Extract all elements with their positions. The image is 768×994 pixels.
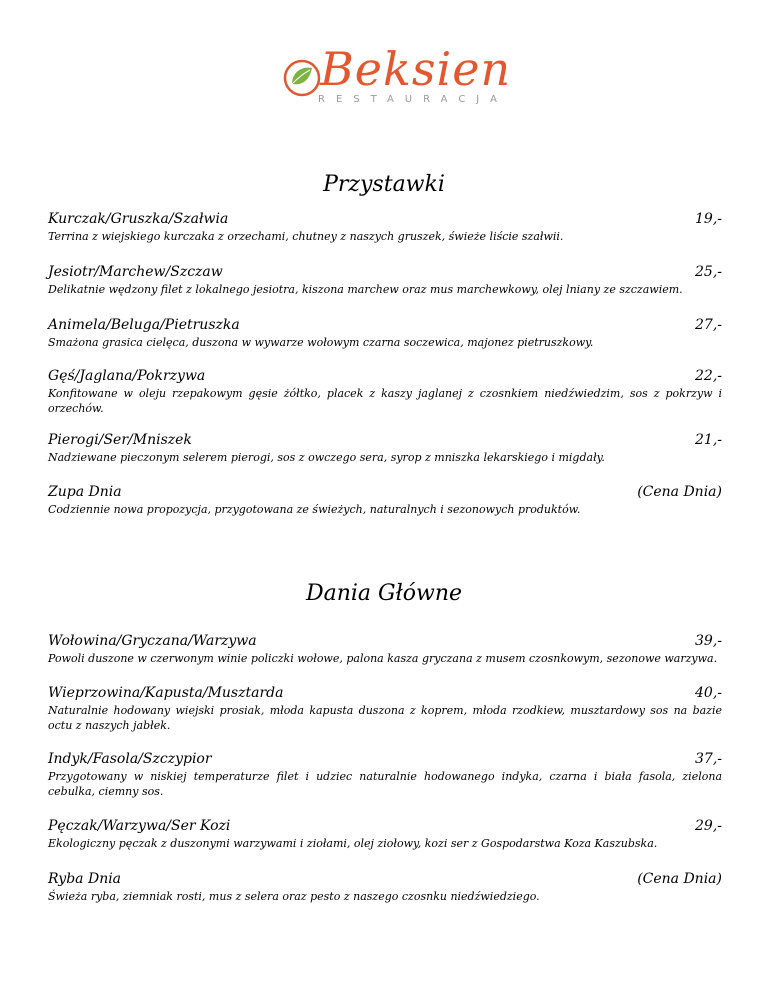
item-price: 22,- bbox=[695, 368, 722, 384]
item-price: (Cena Dnia) bbox=[637, 484, 722, 500]
item-price: 25,- bbox=[695, 264, 722, 280]
item-description: Delikatnie wędzony filet z lokalnego jesiotra, kiszona marchew oraz mus marchewkowy, olej lniany ze szczawiem. bbox=[48, 283, 683, 296]
item-price: 29,- bbox=[695, 818, 722, 834]
item-name: Animela/Beluga/Pietruszka bbox=[48, 317, 240, 333]
item-name: Wołowina/Gryczana/Warzywa bbox=[48, 633, 257, 649]
item-description: Terrina z wiejskiego kurczaka z orzechami, chutney z naszych gruszek, świeże liście szałwii. bbox=[48, 230, 564, 243]
item-price: 39,- bbox=[695, 633, 722, 649]
menu-item bbox=[48, 367, 722, 416]
brand-subtitle: RESTAURACJA bbox=[318, 94, 508, 105]
menu-item bbox=[48, 316, 722, 350]
item-name: Wieprzowina/Kapusta/Musztarda bbox=[48, 685, 284, 701]
brand-name: Beksien bbox=[320, 42, 512, 96]
item-price: (Cena Dnia) bbox=[637, 871, 722, 887]
menu-item bbox=[48, 483, 722, 517]
menu-item bbox=[48, 750, 722, 799]
menu-item bbox=[48, 632, 722, 666]
item-name: Gęś/Jaglana/Pokrzywa bbox=[48, 368, 206, 384]
item-price: 21,- bbox=[695, 432, 722, 448]
item-price: 40,- bbox=[695, 685, 722, 701]
section-title-mains: Dania Główne bbox=[305, 581, 463, 606]
section-title-starters: Przystawki bbox=[323, 172, 445, 197]
item-name: Pęczak/Warzywa/Ser Kozi bbox=[48, 818, 231, 834]
item-price: 37,- bbox=[695, 751, 722, 767]
menu-item bbox=[48, 684, 722, 733]
item-name: Zupa Dnia bbox=[48, 484, 122, 500]
item-description: Ekologiczny pęczak z duszonymi warzywami i ziołami, olej ziołowy, kozi ser z Gospodarstwa Koza Kaszubska. bbox=[48, 837, 658, 850]
item-name: Pierogi/Ser/Mniszek bbox=[48, 432, 192, 448]
item-price: 27,- bbox=[695, 317, 722, 333]
item-description: Naturalnie hodowany wiejski prosiak, młoda kapusta duszona z koprem, młoda rzodkiew, musztardowy sos na bazie octu z naszych jabłek. bbox=[48, 704, 722, 732]
item-description: Codziennie nowa propozycja, przygotowana ze świeżych, naturalnych i sezonowych produktów. bbox=[48, 503, 581, 516]
item-name: Jesiotr/Marchew/Szczaw bbox=[48, 264, 223, 280]
item-description: Świeża ryba, ziemniak rosti, mus z selera oraz pesto z naszego czosnku niedźwiedziego. bbox=[48, 890, 540, 903]
item-description: Konfitowane w oleju rzepakowym gęsie żółtko, placek z kaszy jaglanej z czosnkiem niedźwiedzim, sos z pokrzyw i orzechów. bbox=[48, 387, 722, 415]
item-description: Smażona grasica cielęca, duszona w wywarze wołowym czarna soczewica, majonez pietruszkowy. bbox=[48, 336, 594, 349]
item-name: Kurczak/Gruszka/Szałwia bbox=[48, 211, 229, 227]
item-description: Przygotowany w niskiej temperaturze filet i udziec naturalnie hodowanego indyka, czarna i biała fasola, zielona cebulka, ciemny sos. bbox=[48, 770, 722, 798]
restaurant-logo bbox=[0, 40, 768, 110]
leaf-icon bbox=[282, 58, 322, 98]
menu-item bbox=[48, 870, 722, 904]
menu-item bbox=[48, 431, 722, 465]
menu-item bbox=[48, 817, 722, 851]
menu-item bbox=[48, 210, 722, 244]
item-name: Ryba Dnia bbox=[48, 871, 122, 887]
item-name: Indyk/Fasola/Szczypior bbox=[48, 751, 212, 767]
menu-item bbox=[48, 263, 722, 297]
item-description: Powoli duszone w czerwonym winie policzki wołowe, palona kasza gryczana z musem czosnkowym, sezonowe warzywa. bbox=[48, 652, 718, 665]
item-price: 19,- bbox=[695, 211, 722, 227]
item-description: Nadziewane pieczonym selerem pierogi, sos z owczego sera, syrop z mniszka lekarskiego i migdały. bbox=[48, 451, 605, 464]
